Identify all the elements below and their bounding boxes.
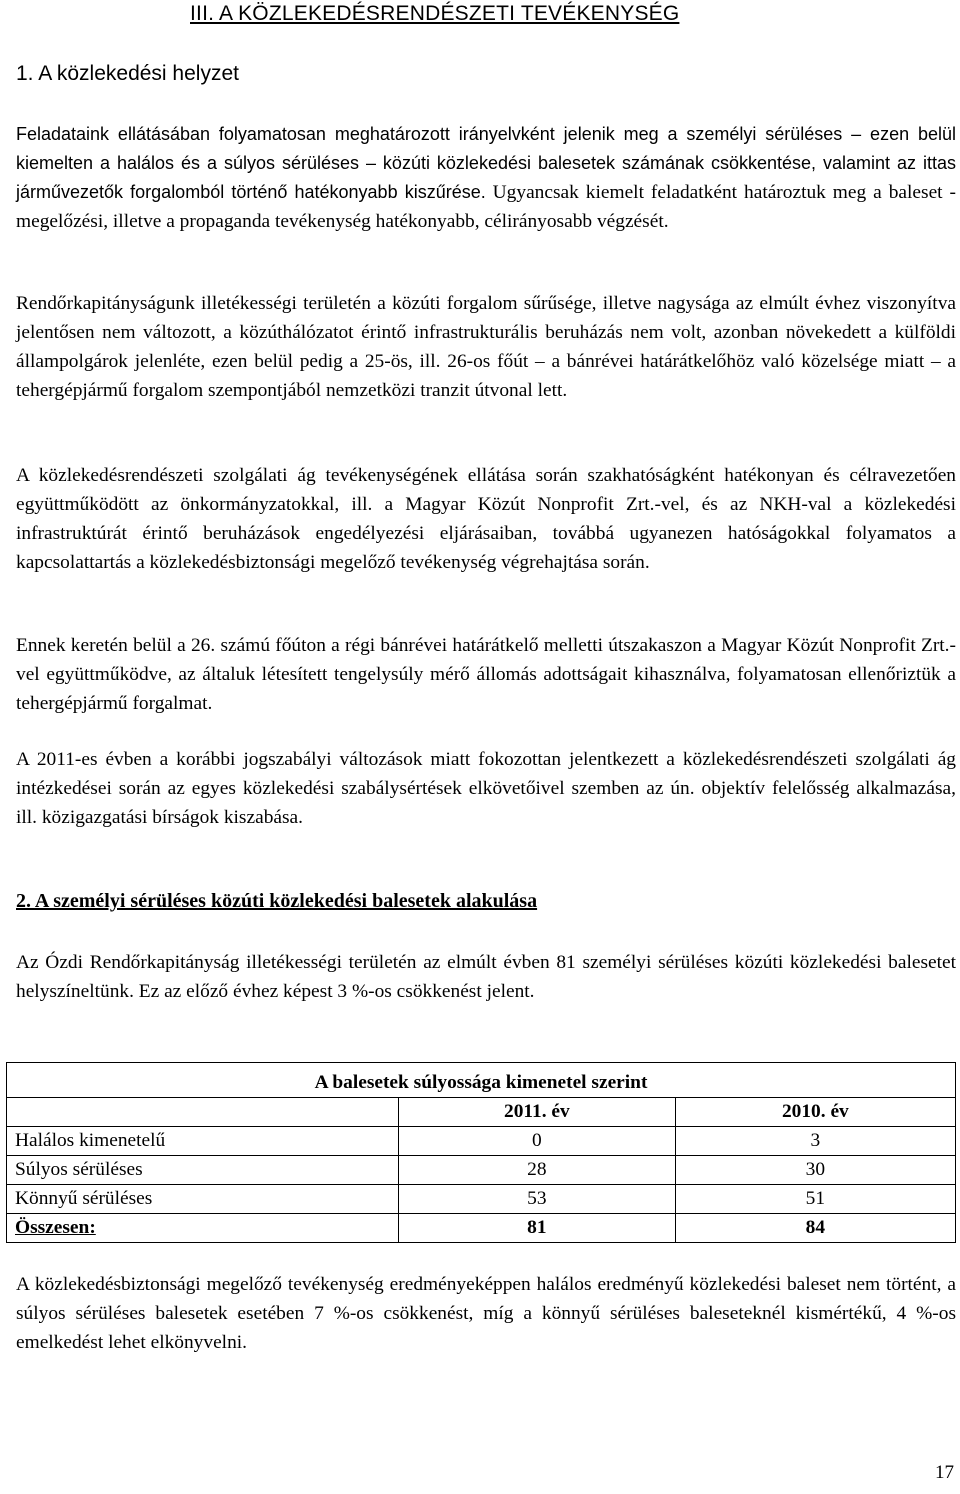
page-number: 17 bbox=[935, 1462, 954, 1483]
chapter-title: III. A KÖZLEKEDÉSRENDÉSZETI TEVÉKENYSÉG bbox=[190, 2, 680, 25]
paragraph-weight-station: Ennek keretén belül a 26. számú főúton a régi bánrévei határátkelő melletti útszakaszon a Magyar Közút Nonprofit Zrt.-vel együttműködve, az általuk létesített tengelysúly mérő állomás adottságait kihasználva, folyamatosan ellenőriztük a tehergépjármű forgalmat. bbox=[16, 635, 956, 714]
paragraph-accident-count: Az Ózdi Rendőrkapitányság illetékességi területén az elmúlt évben 81 személyi sérüléses közúti közlekedési balesetet helyszíneltünk. Ez az előző évhez képest 3 %-os csökkenést jelent. bbox=[16, 952, 956, 1002]
table-row bbox=[7, 1185, 956, 1214]
row-label-serious: Súlyos sérüléses bbox=[7, 1156, 399, 1185]
paragraph-results: A közlekedésbiztonsági megelőző tevékenység eredményeképpen halálos eredményű közlekedési baleset nem történt, a súlyos sérüléses balesetek esetében 7 %-os csökkenést, míg a könnyű sérüléses baleseteknél kismértékű, 4 %-os emelkedést lehet elkönyvelni. bbox=[16, 1274, 956, 1353]
table-row-total bbox=[7, 1214, 956, 1243]
cell-light-2011: 53 bbox=[399, 1185, 676, 1214]
table-row bbox=[7, 1127, 956, 1156]
paragraph-cooperation: A közlekedésrendészeti szolgálati ág tevékenységének ellátása során szakhatóságként hatékonyan és célravezetően együttműködött az önkormányzatokkal, ill. a Magyar Közút Nonprofit Zrt.-vel, és az NKH-val a közlekedési infrastruktúrát érintő beruházások engedélyezési eljárásaiban, továbbá ugyanezen hatóságokkal folyamatos a kapcsolattartás a közlekedésbiztonsági megelőző tevékenység végrehajtása során. bbox=[16, 465, 956, 573]
row-label-total: Összesen: bbox=[7, 1214, 399, 1243]
paragraph-tasks-sans-part: Feladataink ellátásában folyamatosan meghatározott irányelvként jelenik meg a személyi sérüléses – ezen belül kiemelten a halálos és a súlyos sérüléses – közúti közlekedési balesetek számának csökkentése, valamint az ittas járművezetők forgalomból történő hatékonyabb kiszűrése. bbox=[16, 124, 956, 202]
table-header-2011: 2011. év bbox=[399, 1098, 676, 1127]
paragraph-tasks-serif-part: Ugyancsak kiemelt feladatként határoztuk meg a baleset - megelőzési, illetve a propaganda tevékenység hatékonyabb, célirányosabb végzését. bbox=[16, 182, 956, 232]
accident-severity-table bbox=[6, 1062, 956, 1243]
paragraph-traffic-density: Rendőrkapitányságunk illetékességi területén a közúti forgalom sűrűsége, illetve nagysága az elmúlt évhez viszonyítva jelentősen nem változott, a közúthálózatot érintő infrastrukturális beruházás nem volt, azonban növekedett a külföldi állampolgárok jelenléte, ezen belül pedig a 25-ös, ill. 26-os főút – a bánrévei határátkelőhöz való közelsége miatt – a tehergépjármű forgalom szempontjából nemzetközi tranzit útvonal lett. bbox=[16, 293, 956, 401]
section-heading-traffic-situation: 1. A közlekedési helyzet bbox=[16, 62, 239, 85]
table-caption: A balesetek súlyossága kimenetel szerint bbox=[7, 1063, 956, 1098]
cell-total-2010: 84 bbox=[675, 1214, 955, 1243]
paragraph-legal-changes: A 2011-es évben a korábbi jogszabályi változások miatt fokozottan jelentkezett a közlekedésrendészeti szolgálati ág intézkedései során az egyes közlekedési szabálysértések elkövetőivel szemben az ún. objektív felelősség alkalmazása, ill. közigazgatási bírságok kiszabása. bbox=[16, 749, 956, 828]
cell-serious-2011: 28 bbox=[399, 1156, 676, 1185]
paragraph-tasks bbox=[16, 120, 956, 236]
cell-fatal-2010: 3 bbox=[675, 1127, 955, 1156]
table-row bbox=[7, 1156, 956, 1185]
row-label-fatal: Halálos kimenetelű bbox=[7, 1127, 399, 1156]
cell-total-2011: 81 bbox=[399, 1214, 676, 1243]
cell-light-2010: 51 bbox=[675, 1185, 955, 1214]
table-header-2010: 2010. év bbox=[675, 1098, 955, 1127]
row-label-light: Könnyű sérüléses bbox=[7, 1185, 399, 1214]
cell-serious-2010: 30 bbox=[675, 1156, 955, 1185]
section-heading-injury-accidents: 2. A személyi sérüléses közúti közlekedési balesetek alakulása bbox=[16, 890, 538, 912]
cell-fatal-2011: 0 bbox=[399, 1127, 676, 1156]
table-header-empty bbox=[7, 1098, 399, 1127]
